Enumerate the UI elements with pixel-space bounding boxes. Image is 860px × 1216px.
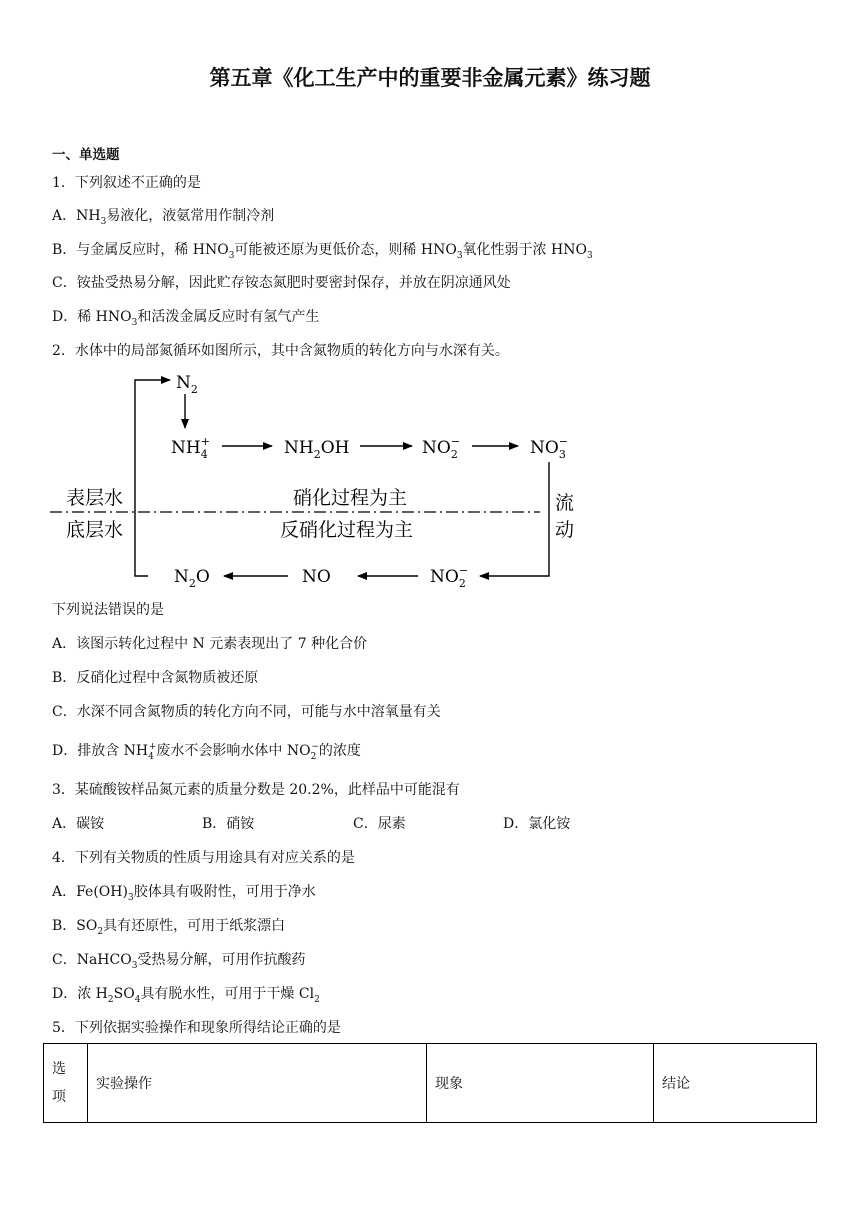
species-nh4: $NH_4+$ <box>171 435 210 461</box>
species-no2-top: $NO_2-$ <box>422 435 461 461</box>
table-header-phenomenon: 现象 <box>427 1044 654 1123</box>
species-no2-bottom: $NO_2-$ <box>430 564 469 590</box>
q4-option-c: C．NaHCO$_3$受热易分解，可用作抗酸药 <box>52 952 306 971</box>
q2-option-b: B．反硝化过程中含氮物质被还原 <box>52 670 259 686</box>
q3-option-b: B．硝铵 <box>202 816 255 832</box>
q2-option-d: D．排放含 $NH_4^+$废水不会影响水体中 $NO_2^-$的浓度 <box>52 742 361 762</box>
nitrogen-cycle-diagram <box>40 366 600 596</box>
species-n2: $N_2$ <box>176 373 198 396</box>
label-nitrification: 硝化过程为主 <box>293 487 408 509</box>
q4-option-b: B．$SO_2$具有还原性，可用于纸浆漂白 <box>52 918 286 937</box>
q4-option-a: A．$Fe(OH)_3$胶体具有吸附性，可用于净水 <box>52 884 316 903</box>
table-header-conclusion: 结论 <box>654 1044 817 1123</box>
q2-option-a: A．该图示转化过程中 N 元素表现出了 7 种化合价 <box>52 636 368 652</box>
table-header-option: 选 项 <box>44 1044 88 1123</box>
q5-stem: 5．下列依据实验操作和现象所得结论正确的是 <box>52 1020 341 1036</box>
q1-option-d: D．稀 $HNO_3$和活泼金属反应时有氢气产生 <box>52 309 320 328</box>
table-row <box>44 1044 817 1123</box>
species-nh2oh: $NH_2OH$ <box>284 438 350 461</box>
q1-stem: 1．下列叙述不正确的是 <box>52 175 201 191</box>
label-bottom-water: 底层水 <box>66 519 124 541</box>
q4-option-d: D．浓 $H_2SO_4$具有脱水性，可用于干燥 $Cl_2$ <box>52 986 320 1005</box>
species-n2o: $N_2O$ <box>174 567 210 590</box>
species-no: NO <box>302 567 331 587</box>
q4-stem: 4．下列有关物质的性质与用途具有对应关系的是 <box>52 850 355 866</box>
flow-arrow <box>480 462 549 576</box>
page-title: 第五章《化工生产中的重要非金属元素》练习题 <box>209 66 651 90</box>
q1-option-c: C．铵盐受热易分解，因此贮存铵态氮肥时要密封保存，并放在阴凉通风处 <box>52 275 511 291</box>
q1-option-b: B．与金属反应时，稀 $HNO_3$可能被还原为更低价态，则稀 $HNO_3$氧化性弱于浓 $HNO_3$ <box>52 242 593 261</box>
q3-option-a: A．碳铵 <box>52 816 105 832</box>
table-header-operation: 实验操作 <box>88 1044 427 1123</box>
q3-option-d: D．氯化铵 <box>503 816 571 832</box>
q2-stem: 2．水体中的局部氮循环如图所示，其中含氮物质的转化方向与水深有关。 <box>52 343 509 359</box>
label-flow-2: 动 <box>555 519 575 541</box>
label-flow-1: 流 <box>555 492 575 514</box>
q1-option-a: A．$NH_3$易液化，液氨常用作制冷剂 <box>52 208 275 227</box>
label-denitrification: 反硝化过程为主 <box>280 519 414 541</box>
q5-table <box>43 1043 817 1123</box>
q3-stem: 3．某硫酸铵样品氮元素的质量分数是 20.2%，此样品中可能混有 <box>52 782 460 798</box>
q2-prompt: 下列说法错误的是 <box>52 602 164 618</box>
q2-option-c: C．水深不同含氮物质的转化方向不同，可能与水中溶氧量有关 <box>52 704 441 720</box>
return-arrow <box>135 380 170 576</box>
species-no3: $NO_3-$ <box>530 435 569 461</box>
section-heading: 一、单选题 <box>52 147 120 163</box>
label-surface-water: 表层水 <box>66 487 124 509</box>
q3-option-c: C．尿素 <box>353 816 406 832</box>
